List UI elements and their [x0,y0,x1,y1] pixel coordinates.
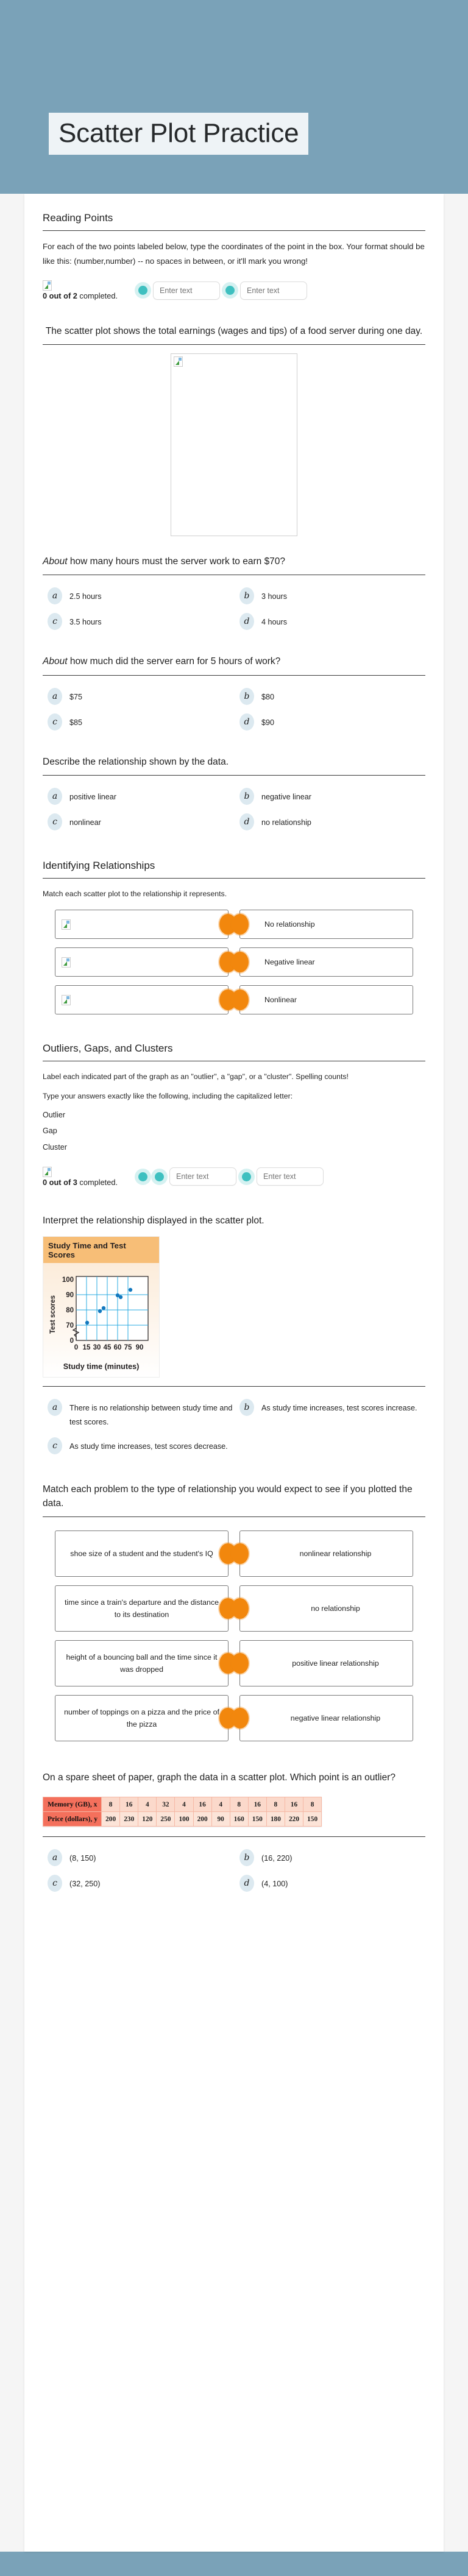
table-cell: 8 [102,1797,120,1812]
connector-dot[interactable] [232,1708,249,1729]
answer-marker-dot-1[interactable] [138,1172,147,1181]
outliers-instructions-1: Label each indicated part of the graph as an "outlier", a "gap", or a "cluster". Spelling counts! [43,1072,349,1081]
choice-letter-c: c [48,1437,62,1454]
svg-text:0: 0 [69,1337,74,1345]
match-target-positive-linear-relationship[interactable] [239,1640,413,1686]
match-target-negative-linear-relationship[interactable] [239,1695,413,1741]
reading-points-progress-rest: completed. [77,291,118,301]
choice-letter-a: a [48,587,62,604]
choice-label-c: nonlinear [69,818,101,827]
table-cell: 150 [248,1812,266,1827]
answer-marker-dot-1[interactable] [138,286,147,295]
table-cell: 8 [230,1797,248,1812]
table-cell: 200 [193,1812,211,1827]
choice-a[interactable] [48,1399,233,1428]
earnings-prompt: The scatter plot shows the total earnings (wages and tips) of a food server during one day. [45,325,423,336]
section-title-identifying-relationships: Identifying Relationships [43,859,155,871]
data-point [119,1295,122,1299]
table-cell: 4 [211,1797,230,1812]
connector-dot[interactable] [232,914,249,935]
table-cell: 16 [120,1797,138,1812]
choice-letter-a: a [48,788,62,805]
svg-text:45: 45 [103,1344,112,1352]
reading-points-instructions: For each of the two points labeled below, type the coordinates of the point in the box. Your format should be like this: (number,number) -- no spaces in between, or it'll mark you wrong! [43,242,425,266]
section-identifying-relationships [43,857,425,1017]
match-target-label: Negative linear [264,957,315,966]
outliers-progress [43,1167,133,1187]
outliers-input-2[interactable] [257,1167,324,1186]
table-cell: 16 [193,1797,211,1812]
reading-points-progress-row [43,279,425,302]
table-cell: 150 [303,1812,322,1827]
divider [43,344,425,345]
svg-text:60: 60 [113,1344,122,1352]
memory-price-table [43,1797,322,1827]
choice-c[interactable] [48,1875,233,1892]
choices-hours [43,584,425,632]
question-hours-prompt-rest: how many hours must the server work to earn $70? [67,556,286,567]
section-outlier-question [43,1769,425,1894]
question-earn-prompt-em: About [43,656,68,667]
table-cell: 200 [102,1812,120,1827]
choice-b[interactable] [239,1849,425,1866]
svg-text:0: 0 [74,1344,79,1352]
choice-b[interactable] [239,788,425,805]
choice-letter-b: b [239,1849,254,1866]
choice-label-d: (4, 100) [261,1880,288,1889]
svg-text:75: 75 [124,1344,132,1352]
match-source-label: shoe size of a student and the student's IQ [70,1549,213,1558]
table-cell: 180 [266,1812,285,1827]
divider [43,675,425,676]
choice-label-c: (32, 250) [69,1880,101,1889]
match-source-train-distance[interactable] [55,1585,229,1632]
section-title-outliers: Outliers, Gaps, and Clusters [43,1042,173,1055]
svg-text:90: 90 [135,1344,144,1352]
question-describe-prompt: Describe the relationship shown by the data. [43,756,229,767]
table-cell: 16 [285,1797,303,1812]
choice-d[interactable] [239,1875,425,1892]
broken-image-icon [62,995,71,1005]
table-cell: 120 [138,1812,157,1827]
svg-text:90: 90 [66,1292,74,1300]
choices-describe [43,784,425,833]
match-source-plot-2[interactable] [55,947,229,977]
page-banner [0,0,468,194]
choice-letter-b: b [239,1399,254,1416]
answer-marker-dot-2[interactable] [155,1172,164,1181]
choice-label-c: $85 [69,718,83,727]
question-hours-prompt [43,553,425,575]
matching-grid-problems [43,1526,425,1744]
divider [43,1836,425,1837]
progress-image-icon [43,280,133,291]
interpret-prompt: Interpret the relationship displayed in the scatter plot. [43,1215,264,1226]
table-row-memory [43,1797,322,1812]
choice-letter-b: b [239,587,254,604]
table-row-price [43,1812,322,1827]
table-cell: 250 [157,1812,175,1827]
outliers-progress-rest: completed. [77,1177,118,1187]
table-cell: 160 [230,1812,248,1827]
choice-letter-d: d [239,613,254,630]
section-match-problems [43,1481,425,1744]
study-time-chart-title: Study Time and Test Scores [43,1237,159,1263]
choice-letter-a: a [48,688,62,705]
choice-letter-c: c [48,1875,62,1892]
outliers-progress-count: 0 out of 3 [43,1177,77,1187]
match-source-shoe-size-iq[interactable] [55,1530,229,1577]
table-cell: 220 [285,1812,303,1827]
match-target-label: No relationship [264,919,315,929]
choice-letter-d: d [239,713,254,731]
choice-letter-b: b [239,688,254,705]
outlier-question-prompt: On a spare sheet of paper, graph the data in a scatter plot. Which point is an outlier? [43,1772,396,1783]
match-target-label: negative linear relationship [290,1713,381,1722]
choice-letter-d: d [239,813,254,830]
choice-b[interactable] [239,587,425,604]
divider [43,878,425,879]
question-hours-for-70 [43,553,425,632]
match-source-label: height of a bouncing ball and the time since it was dropped [66,1652,218,1674]
question-describe-relationship [43,754,425,833]
choice-label-a: $75 [69,692,83,701]
choice-c[interactable] [48,613,233,630]
reading-points-progress [43,280,133,300]
identifying-relationships-instructions: Match each scatter plot to the relationship it represents. [43,889,227,898]
choice-label-b: $80 [261,692,275,701]
choice-label-c: 3.5 hours [69,618,102,627]
divider [43,1516,425,1517]
data-point [98,1309,102,1313]
data-point [85,1321,89,1325]
choices-interpret [43,1395,425,1456]
choice-b[interactable] [239,1399,425,1428]
study-time-chart [43,1236,160,1378]
choice-label-a: positive linear [69,792,117,801]
connector-dot[interactable] [232,1653,249,1674]
match-source-label: number of toppings on a pizza and the price of the pizza [64,1707,219,1729]
study-time-chart-body [43,1263,159,1377]
connector-dot[interactable] [232,1543,249,1564]
reading-points-progress-count: 0 out of 2 [43,291,77,301]
broken-image-icon [62,957,71,968]
choice-label-d: $90 [261,718,275,727]
choice-label-b: As study time increases, test scores increase. [261,1404,417,1413]
divider [43,230,425,231]
svg-text:100: 100 [62,1276,74,1284]
table-row-header-price: Price (dollars), y [43,1812,102,1827]
connector-dot[interactable] [232,952,249,972]
matching-grid-plots [43,905,425,1017]
match-target-nonlinear-relationship[interactable] [239,1530,413,1577]
match-target-negative-linear[interactable] [239,947,413,977]
match-source-plot-1[interactable] [55,910,229,939]
match-target-no-relationship[interactable] [239,1585,413,1632]
choice-c[interactable] [48,1437,233,1454]
outliers-example-3: Cluster [43,1142,67,1152]
choice-label-c: As study time increases, test scores decrease. [69,1442,228,1451]
choice-label-b: (16, 220) [261,1854,292,1863]
outliers-instructions-2: Type your answers exactly like the following, including the capitalized letter: [43,1091,293,1100]
choice-letter-c: c [48,813,62,830]
match-target-label: nonlinear relationship [299,1549,372,1558]
section-interpret-relationship [43,1212,425,1456]
outliers-progress-row [43,1165,425,1188]
choice-label-a: There is no relationship between study time and test scores. [69,1404,233,1426]
choice-d[interactable] [239,813,425,830]
outliers-input-1[interactable] [169,1167,236,1186]
choice-d[interactable] [239,613,425,630]
section-reading-points [43,210,425,302]
choice-label-a: 2.5 hours [69,592,102,601]
broken-image-icon [174,356,183,367]
outliers-example-1: Outlier [43,1110,66,1119]
answer-marker-dot-2[interactable] [225,286,235,295]
earnings-scatter-plot-image [171,353,297,536]
choice-c[interactable] [48,713,233,731]
svg-text:30: 30 [93,1344,101,1352]
svg-text:Test scores: Test scores [49,1295,57,1334]
match-source-plot-3[interactable] [55,985,229,1014]
choice-label-d: 4 hours [261,618,288,627]
data-point [102,1306,105,1310]
table-cell: 8 [266,1797,285,1812]
connector-dot[interactable] [232,989,249,1010]
worksheet-sheet [24,194,444,2552]
match-problems-prompt: Match each problem to the type of relationship you would expect to see if you plotted the data. [43,1484,413,1509]
choice-label-d: no relationship [261,818,311,827]
page-title: Scatter Plot Practice [49,113,308,155]
table-cell: 90 [211,1812,230,1827]
match-source-pizza-toppings[interactable] [55,1695,229,1741]
svg-text:70: 70 [66,1322,74,1330]
table-cell: 4 [175,1797,193,1812]
choice-a[interactable] [48,788,233,805]
choice-a[interactable] [48,688,233,705]
table-row-header-memory: Memory (GB), x [43,1797,102,1812]
choice-a[interactable] [48,1849,233,1866]
match-source-bouncing-ball[interactable] [55,1640,229,1686]
choice-letter-a: a [48,1399,62,1416]
match-target-label: Nonlinear [264,995,297,1004]
match-target-nonlinear[interactable] [239,985,413,1014]
table-cell: 4 [138,1797,157,1812]
question-hours-prompt-em: About [43,556,68,567]
match-target-label: positive linear relationship [292,1658,379,1668]
choices-earn [43,684,425,733]
divider [43,1386,425,1387]
table-cell: 32 [157,1797,175,1812]
table-cell: 16 [248,1797,266,1812]
progress-image-icon [43,1167,133,1177]
study-time-scatter-svg [47,1267,157,1358]
match-source-label: time since a train's departure and the distance to its destination [64,1598,219,1619]
table-cell: 230 [120,1812,138,1827]
study-time-chart-xlabel: Study time (minutes) [63,1362,140,1371]
choice-d[interactable] [239,713,425,731]
connector-dot[interactable] [232,1598,249,1619]
choice-letter-a: a [48,1849,62,1866]
question-earn-prompt [43,653,425,674]
choice-c[interactable] [48,813,233,830]
svg-text:15: 15 [82,1344,91,1352]
match-target-no-relationship[interactable] [239,910,413,939]
outliers-example-2: Gap [43,1127,57,1136]
choice-letter-b: b [239,788,254,805]
section-outliers-gaps-clusters [43,1040,425,1188]
svg-text:80: 80 [66,1307,74,1315]
reading-points-input-1[interactable] [153,281,220,300]
choices-outlier [43,1845,425,1894]
reading-points-input-2[interactable] [240,281,307,300]
table-cell: 100 [175,1812,193,1827]
choice-b[interactable] [239,688,425,705]
answer-marker-dot-3[interactable] [242,1172,251,1181]
section-title-reading-points: Reading Points [43,212,113,224]
divider [43,775,425,776]
broken-image-icon [62,919,71,930]
choice-letter-c: c [48,613,62,630]
choice-label-a: (8, 150) [69,1854,96,1863]
data-point [129,1288,132,1292]
choice-label-b: 3 hours [261,592,288,601]
match-target-label: no relationship [311,1604,360,1613]
section-earnings-plot [43,323,425,536]
question-earn-prompt-rest: how much did the server earn for 5 hours of work? [67,656,281,667]
choice-letter-d: d [239,1875,254,1892]
choice-letter-c: c [48,713,62,731]
question-earn-5-hours [43,653,425,732]
choice-a[interactable] [48,587,233,604]
table-cell: 8 [303,1797,322,1812]
choice-label-b: negative linear [261,792,311,801]
